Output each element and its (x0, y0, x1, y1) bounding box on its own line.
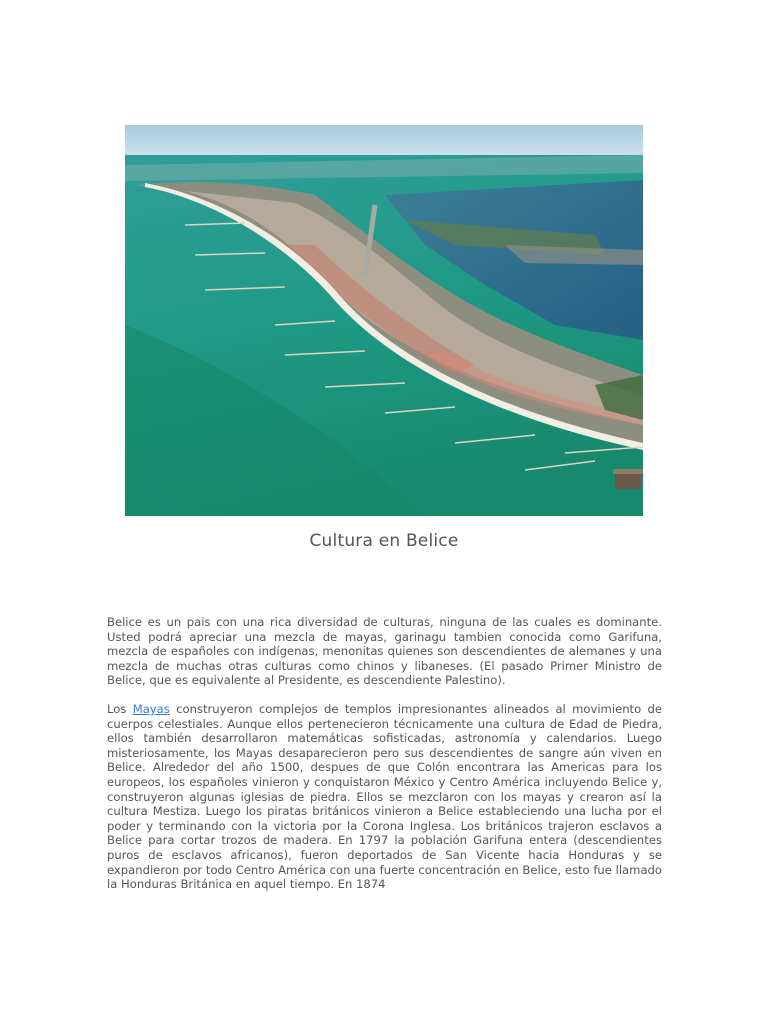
mayas-link[interactable]: Mayas (132, 701, 170, 716)
paragraph-intro: Belice es un pais con una rica diversidad de culturas, ninguna de las cuales es dominante. Usted podrá apreciar una mezcla de mayas, garinagu tambien conocida como Garifuna, mezcla de españoles con indígenas, menonitas quienes son descendientes de alemanes y una mezcla de muchas otras culturas como chinos y libaneses. (El pasado Primer Ministro de Belice, que es equivalente al Presidente, es descendiente Palestino). (107, 615, 662, 688)
page-title: Cultura en Belice (309, 531, 459, 551)
paragraph-mayas (107, 702, 662, 892)
paragraph-rest: construyeron complejos de templos impresionantes alineados al movimiento de cuerpos celestiales. Aunque ellos pertenecieron técnicamente una cultura de Edad de Piedra, ellos también desarrollaron matemáticas sofisticadas, astronomía y calendarios. Luego misteriosamente, los Mayas desaparecieron pero sus descendientes de sangre aún viven en Belice. Alrededor del año 1500, despues de que Colón encontrara las Americas para los europeos, los españoles vinieron y conquistaron México y Centro América incluyendo Belice y, construyeron algunas iglesias de piedra. Ellos se mezclaron con los mayas y crearon así la cultura Mestiza. Luego los piratas británicos vinieron a Belice estableciendo una lucha por el poder y terminando con la victoria por la Corona Inglesa. Los británicos trajeron esclavos a Belice para cortar trozos de madera. En 1797 la población Garifuna entera (descendientes puros de esclavos africanos), fueron deportados de San Vicente hacia Honduras y se expandieron por todo Centro América con una fuerte concentración en Belice, esto fue llamado la Honduras Británica en aquel tiempo. En 1874 (107, 701, 662, 892)
article-body (107, 615, 662, 906)
paragraph-lead: Los (107, 701, 133, 716)
belize-aerial-photo (125, 125, 643, 516)
